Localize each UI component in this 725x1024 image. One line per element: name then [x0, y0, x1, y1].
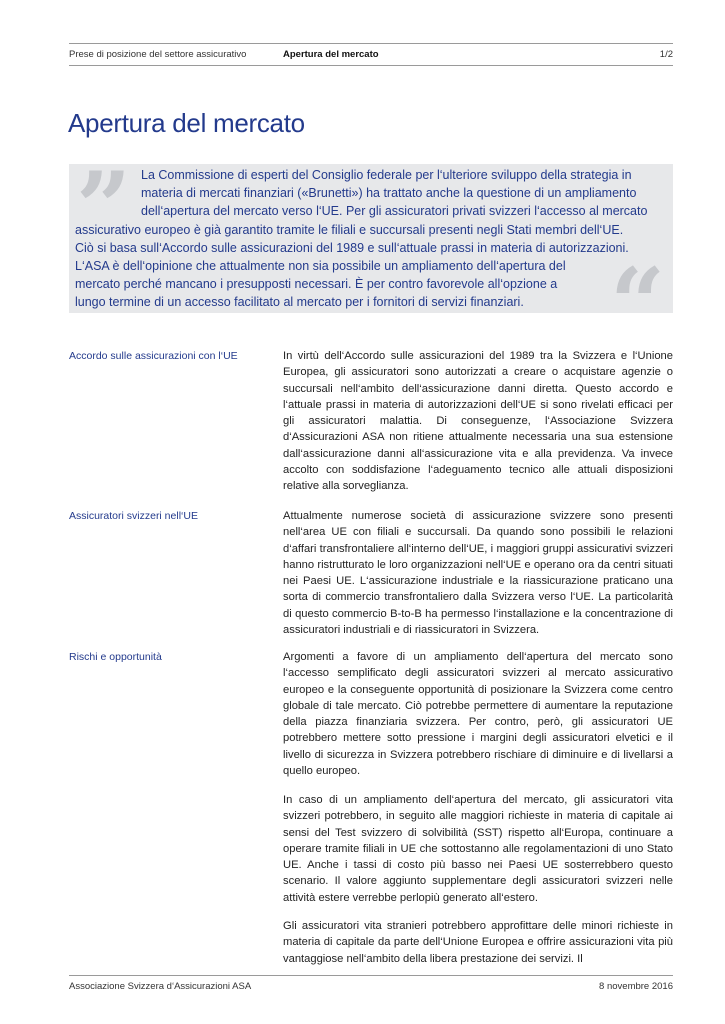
section-paragraph: In caso di un ampliamento dell‘apertura del mercato, gli assicuratori vita svizzeri potrebbero, in seguito alle maggiori richieste in materia di capitale ai sensi del Test svizzero di solvibilità (SST) rispetto all‘Europa, continuare a operare tramite filiali in UE che sottostanno alle regolamentazioni di uno Stato UE. Anche i tassi di costo più basso nei Paesi UE sosterrebbero questo scenario. Il valore aggiunto supplementare degli assicuratori svizzeri nelle attività estere verrebbe perlopiù generato all‘estero. — [283, 794, 673, 904]
header-bottom-rule — [69, 65, 673, 66]
footer-date: 8 novembre 2016 — [599, 981, 673, 992]
quote-line: dell‘apertura del mercato verso l‘UE. Per gli assicuratori privati svizzeri l‘accesso al mercato — [141, 204, 648, 219]
quote-line: Ciò si basa sull‘Accordo sulle assicurazioni del 1989 e sull‘attuale prassi in materia di autorizzazioni. — [75, 240, 629, 255]
quote-line: mercato perché mancano i presupposti necessari. È per contro favorevole all‘opzione a — [75, 277, 558, 292]
section-label-accordo: Accordo sulle assicurazioni con l‘UE — [69, 350, 238, 362]
open-quote-icon: ” — [76, 151, 132, 264]
section-label-assicuratori-ue: Assicuratori svizzeri nell‘UE — [69, 510, 198, 522]
section-paragraph: Attualmente numerose società di assicurazione svizzere sono presenti nell‘area UE con filiali e succursali. Da quando sono possibili le relazioni d‘affari transfrontaliere all‘interno dell‘UE, i maggiori gruppi assicurativi svizzeri hanno ristrutturato le loro organizzazioni nell‘UE e operano ora da centri situati nei Paesi UE. L‘assicurazione industriale e la riassicurazione praticano una sorta di commercio transfrontaliero dalla Svizzera verso l‘UE. La particolarità di questo commercio B-to-B ha permesso l‘installazione e la concentrazione di assicuratori industriali e di riassicuratori in Svizzera. — [283, 510, 673, 637]
section-paragraph: In virtù dell‘Accordo sulle assicurazioni del 1989 tra la Svizzera e l‘Unione Europea, gli assicuratori sono autorizzati a creare o acquistare agenzie o succursali nell‘ambito dell‘assicurazione danni diretta. Questo accordo e l‘attuale prassi in materia di autorizzazioni dell‘UE si sono rivelati efficaci per gli assicuratori malattia. Di conseguenze, l‘Associazione Svizzera d‘Assicurazioni ASA non ritiene attualmente necessaria una sua estensione dall‘assicurazione danni all‘assicurazione vita e alla previdenza. Va invece accolto con soddisfazione l‘adeguamento tecnico alle attuali disposizioni relative alla sorveglianza. — [283, 350, 673, 493]
quote-line: L‘ASA è dell‘opinione che attualmente non sia possibile un ampliamento dell‘apertura del — [75, 259, 566, 274]
header-top-rule — [69, 43, 673, 44]
section-paragraph: Gli assicuratori vita stranieri potrebbero approfittare delle minori richieste in materia di capitale da parte dell‘Unione Europea e offrire assicurazioni vita più vantaggiose nell‘ambito della libera prestazione dei servizi. Il — [283, 920, 673, 965]
quote-line: assicurativo europeo è già garantito tramite le filiali e succursali presenti negli Stati membri dell‘UE. — [75, 222, 624, 237]
summary-quote-text — [75, 166, 667, 312]
quote-line: lungo termine di un accesso facilitato al mercato per i fornitori di servizi finanziari. — [75, 295, 524, 310]
close-quote-icon: “ — [610, 247, 666, 360]
page-title: Apertura del mercato — [68, 108, 305, 138]
quote-line: materia di mercati finanziari («Brunetti») ha trattato anche la questione di un ampliamento — [141, 186, 637, 201]
section-label-rischi: Rischi e opportunità — [69, 651, 162, 663]
header-section: Prese di posizione del settore assicurativo — [69, 49, 247, 60]
quote-line: La Commissione di esperti del Consiglio federale per l‘ulteriore sviluppo della strategia in — [141, 168, 632, 182]
footer-organization: Associazione Svizzera d‘Assicurazioni ASA — [69, 981, 252, 992]
section-paragraph: Argomenti a favore di un ampliamento dell‘apertura del mercato sono l‘accesso semplificato degli assicuratori svizzeri al mercato assicurativo europeo e la conseguente opportunità di posizionare la Svizzera come centro globale di tale mercato. Ciò potrebbe permettere di aumentare la reputazione della piazza finanziaria svizzera. Per contro, però, gli assicuratori UE potrebbero mettere sotto pressione i margini degli assicuratori elvetici e il livello di sicurezza in Svizzera potrebbero rischiare di diminuire e di livellarsi a quello europeo. — [283, 651, 673, 778]
header-topic: Apertura del mercato — [283, 49, 379, 60]
page-number: 1/2 — [659, 49, 673, 60]
footer-rule — [69, 975, 673, 976]
